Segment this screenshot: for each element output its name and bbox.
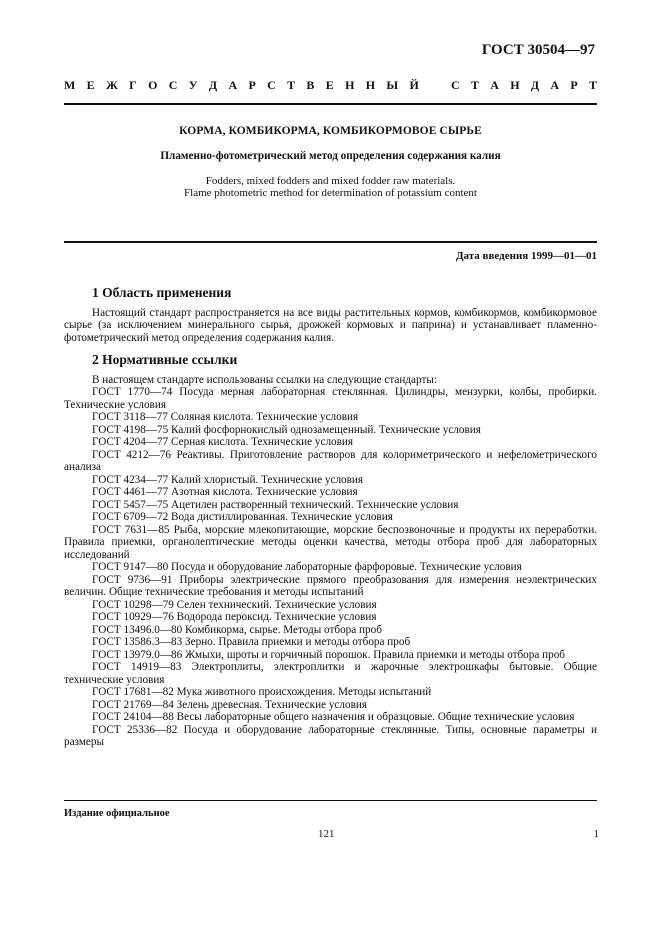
reference-item: ГОСТ 5457—75 Ацетилен растворенный технический. Технические условия xyxy=(92,498,459,511)
page-number-center: 121 xyxy=(318,828,335,840)
reference-item: ГОСТ 21769—84 Зелень древесная. Технические условия xyxy=(92,698,367,711)
reference-item: ГОСТ 14919—83 Электроплиты, электроплитки и жарочные электрошкафы бытовые. Общие технические условия xyxy=(64,661,597,686)
english-title xyxy=(64,175,597,199)
reference-item: ГОСТ 13586.3—83 Зерно. Правила приемки и методы отбора проб xyxy=(92,636,411,648)
banner-word-standard: С Т А Н Д А Р Т xyxy=(451,78,597,92)
reference-item: ГОСТ 6709—72 Вода дистиллированная. Технические условия xyxy=(92,511,393,523)
interstate-standard-banner xyxy=(64,78,597,93)
section-2-heading: 2 Нормативные ссылки xyxy=(92,352,238,367)
footer-divider xyxy=(64,800,597,801)
reference-item: ГОСТ 10298—79 Селен технический. Технические условия xyxy=(92,598,377,611)
reference-item: ГОСТ 24104—88 Весы лабораторные общего назначения и образцовые. Общие технические условия xyxy=(92,711,575,723)
reference-item: ГОСТ 4234—77 Калий хлористый. Технические условия xyxy=(92,473,364,486)
subtitle: Пламенно-фотометрический метод определения содержания калия xyxy=(160,150,501,162)
official-edition-label: Издание официальное xyxy=(64,808,170,819)
reference-item: ГОСТ 13979.0—86 Жмыхи, шроты и горчичный порошок. Правила приемки и методы отбора проб xyxy=(92,648,565,661)
reference-item: ГОСТ 1770—74 Посуда мерная лабораторная стеклянная. Цилиндры, мензурки, колбы, пробирки. Технические условия xyxy=(64,386,597,411)
title-block xyxy=(64,125,597,199)
reference-item: ГОСТ 25336—82 Посуда и оборудование лабораторные стеклянные. Типы, основные параметры и размеры xyxy=(64,723,597,748)
section-1-text: Настоящий стандарт распространяется на все виды растительных кормов, комбикормов, комбикормовое сырье (за исключением минерального сырья, дрожжей кормовых и паприна) и устанавливает пламенно-фотометрический метод определения содержания калия. xyxy=(64,306,597,344)
top-divider xyxy=(64,103,597,105)
section-2-intro: В настоящем стандарте использованы ссылки на следующие стандарты: xyxy=(92,373,437,386)
main-title: КОРМА, КОМБИКОРМА, КОМБИКОРМОВОЕ СЫРЬЕ xyxy=(179,125,482,137)
banner-word-interstate: М Е Ж Г О С У Д А Р С Т В Е Н Н Ы Й xyxy=(64,78,419,92)
middle-divider xyxy=(64,241,597,243)
reference-item: ГОСТ 4198—75 Калий фосфорнокислый однозамещенный. Технические условия xyxy=(92,423,481,436)
section-1-heading: 1 Область применения xyxy=(92,285,232,300)
reference-item: ГОСТ 13496.0—80 Комбикорма, сырье. Методы отбора проб xyxy=(92,623,382,636)
reference-item: ГОСТ 17681—82 Мука животного происхождения. Методы испытаний xyxy=(92,686,432,698)
reference-item: ГОСТ 3118—77 Соляная кислота. Технические условия xyxy=(92,411,359,423)
normative-references-list xyxy=(64,386,597,749)
reference-item: ГОСТ 4204—77 Серная кислота. Технические условия xyxy=(92,436,354,448)
introduction-date: Дата введения 1999—01—01 xyxy=(455,250,597,262)
reference-item: ГОСТ 4461—77 Азотная кислота. Технические условия xyxy=(92,486,358,498)
reference-item: ГОСТ 10929—76 Водорода пероксид. Технические условия xyxy=(92,611,377,623)
document-body xyxy=(64,287,597,749)
reference-item: ГОСТ 9147—80 Посуда и оборудование лабораторные фарфоровые. Технические условия xyxy=(92,561,522,573)
document-code: ГОСТ 30504—97 xyxy=(481,42,595,58)
reference-item: ГОСТ 7631—85 Рыба, морские млекопитающие, морские беспозвоночные и продукты их переработки. Правила приемки, органолептические методы оценки качества, методы отбора проб для лабораторных исследований xyxy=(64,523,597,561)
english-title-line-1: Fodders, mixed fodders and mixed fodder raw materials. xyxy=(205,175,456,187)
reference-item: ГОСТ 9736—91 Приборы электрические прямого преобразования для измерения неэлектрических величин. Общие технические требования и методы испытаний xyxy=(64,573,597,598)
english-title-line-2: Flame photometric method for determination of potassium content xyxy=(184,187,477,199)
page-number-right: 1 xyxy=(593,828,599,840)
reference-item: ГОСТ 4212—76 Реактивы. Приготовление растворов для колориметрического и нефелометрического анализа xyxy=(64,448,597,473)
